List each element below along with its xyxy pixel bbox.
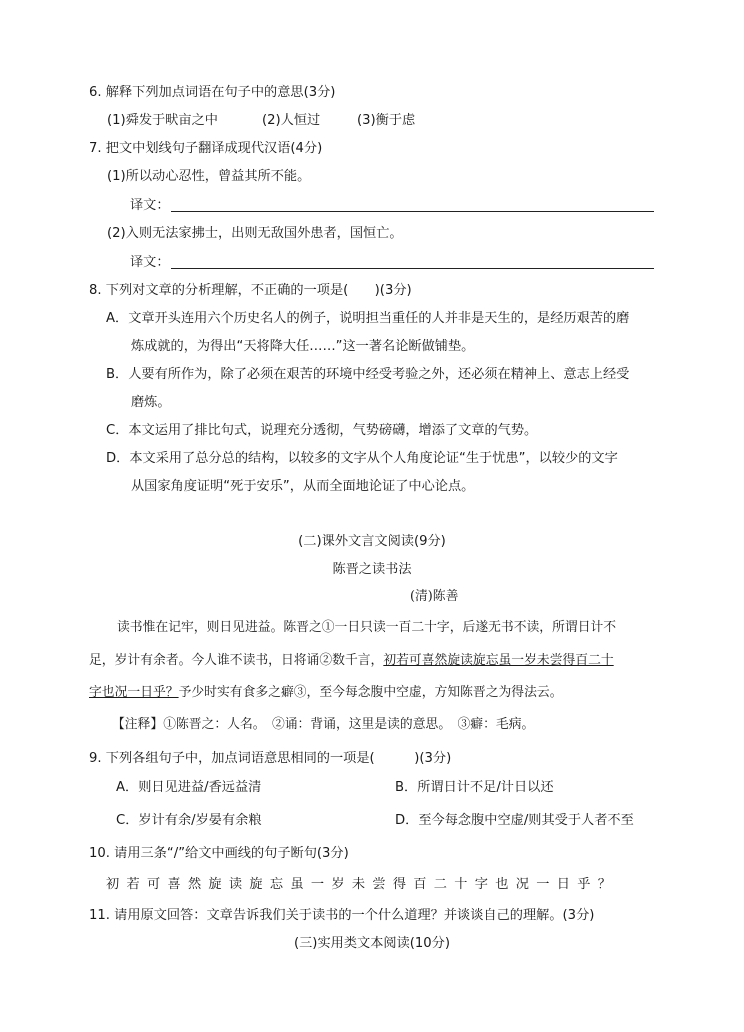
passage-line-3-text: 予少时实有食多之癖③，至今每念腹中空虚，方知陈晋之为得法云。 xyxy=(178,685,563,700)
q6-item-1: (1)舜发于畎亩之中 xyxy=(107,113,218,128)
passage-title: 陈晋之读书法 xyxy=(332,562,412,577)
q8-title: 8. 下列对文章的分析理解，不正确的一项是( )(3分) xyxy=(89,283,412,298)
passage-line-1: 读书惟在记牢，则日见进益。陈晋之①一日只读一百二十字，后遂无书不读，所谓日计不 xyxy=(117,620,617,635)
q8-option-a-line-2: 炼成就的，为得出“天将降大任……”这一著名论断做铺垫。 xyxy=(131,339,475,354)
underlined-sentence-part-2: 字也况一日乎？ xyxy=(89,685,179,700)
q7-answer-label-2: 译文： xyxy=(130,255,170,270)
q9-title: 9. 下列各组句子中，加点词语意思相同的一项是( )(3分) xyxy=(89,751,452,766)
q9-option-d: D．至今每念腹中空虚/则其受于人者不至 xyxy=(395,813,634,828)
q6-item-3: (3)衡于虑 xyxy=(357,113,416,128)
q6-item-2: (2)人恒过 xyxy=(262,113,321,128)
passage-notes: 【注释】①陈晋之：人名。 ②诵：背诵，这里是读的意思。 ③癖：毛病。 xyxy=(112,717,535,732)
q7-title: 7. 把文中划线句子翻译成现代汉语(4分) xyxy=(89,141,323,156)
q6-title: 6. 解释下列加点词语在句子中的意思(3分) xyxy=(89,85,336,100)
answer-line-1 xyxy=(171,211,654,212)
q7-sentence-1: (1)所以动心忍性，曾益其所不能。 xyxy=(107,169,311,184)
q7-answer-label-1: 译文： xyxy=(130,198,170,213)
underlined-sentence-part-1: 初若可喜然旋读旋忘虽一岁未尝得百二十 xyxy=(383,653,614,668)
q8-option-b-line-2: 磨炼。 xyxy=(131,395,171,410)
section-3-heading: (三)实用类文本阅读(10分) xyxy=(293,936,451,951)
passage-line-3 xyxy=(89,684,562,702)
passage-line-2-text: 足，岁计有余者。今人谁不读书，日将诵②数千言， xyxy=(89,653,384,668)
q8-option-b-line-1: B．人要有所作为，除了必须在艰苦的环境中经受考验之外，还必须在精神上、意志上经受 xyxy=(106,367,630,382)
q8-option-c: C．本文运用了排比句式，说理充分透彻，气势磅礴，增添了文章的气势。 xyxy=(106,423,538,438)
q7-sentence-2: (2)入则无法家拂士，出则无敌国外患者，国恒亡。 xyxy=(107,226,403,241)
q10-sentence: 初若可喜然旋读旋忘虽一岁未尝得百二十字也况一日乎？ xyxy=(106,877,619,892)
q8-option-a-line-1: A．文章开头连用六个历史名人的例子，说明担当重任的人并非是天生的，是经历艰苦的磨 xyxy=(106,311,630,326)
q8-option-d-line-1: D．本文采用了总分总的结构，以较多的文字从个人角度论证“生于忧患”，以较少的文字 xyxy=(106,451,618,466)
answer-line-2 xyxy=(171,268,654,269)
q9-option-a: A．则日见进益/香远益清 xyxy=(116,780,262,795)
q10-title: 10. 请用三条“/”给文中画线的句子断句(3分) xyxy=(89,846,349,861)
passage-author: (清)陈善 xyxy=(410,589,459,604)
q9-option-b: B．所谓日计不足/计日以还 xyxy=(395,780,554,795)
q11-title: 11. 请用原文回答：文章告诉我们关于读书的一个什么道理？并谈谈自己的理解。(3分) xyxy=(89,908,595,923)
q9-option-c: C．岁计有余/岁晏有余粮 xyxy=(116,813,262,828)
passage-line-2 xyxy=(89,652,614,670)
q8-option-d-line-2: 从国家角度证明“死于安乐”，从而全面地论证了中心论点。 xyxy=(131,479,475,494)
section-2-heading: (二)课外文言文阅读(9分) xyxy=(298,534,446,549)
